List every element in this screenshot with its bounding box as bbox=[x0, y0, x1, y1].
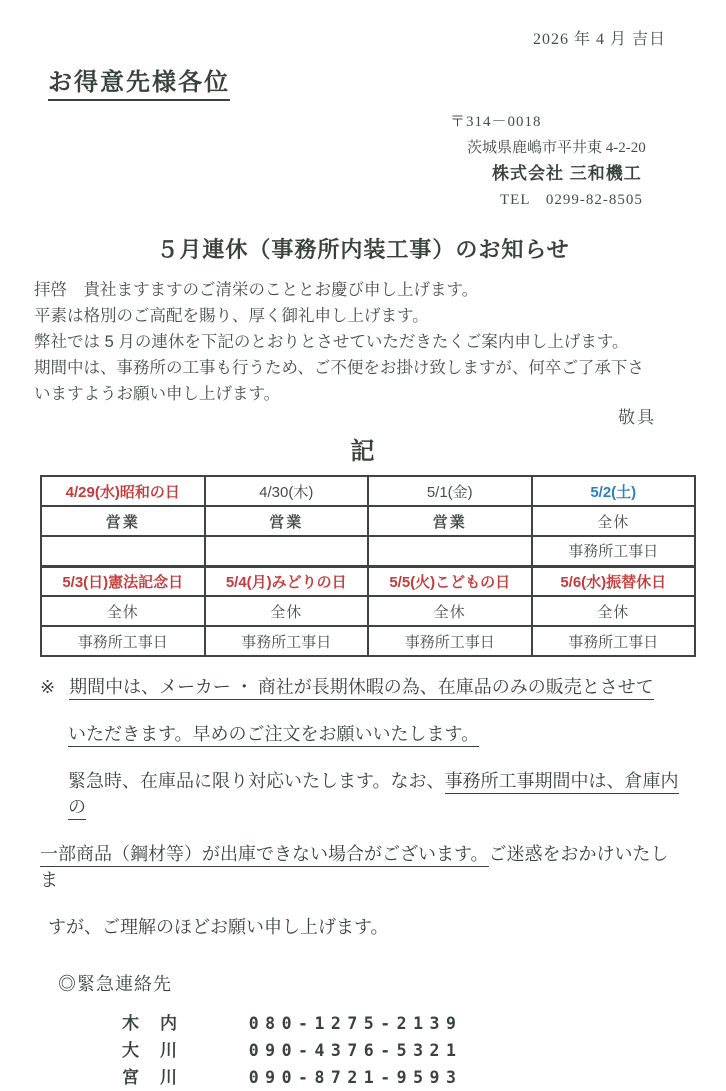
addressee-block bbox=[48, 62, 726, 101]
status-cell: 全休 bbox=[532, 506, 696, 536]
date-cell-0430: 4/30(木) bbox=[205, 476, 369, 506]
status-cell: 全休 bbox=[532, 596, 696, 626]
note-cell-construction: 事務所工事日 bbox=[532, 626, 696, 656]
record-mark-ki: 記 bbox=[350, 438, 376, 465]
contact-phone: 090-4376-5321 bbox=[248, 1041, 463, 1060]
body-line-2: 平素は格別のご高配を賜り、厚く御礼申し上げます。 bbox=[34, 307, 429, 325]
note-line-1 bbox=[40, 674, 686, 700]
addressee-title: お得意先様各位 bbox=[48, 62, 230, 101]
body-line-4: 期間中は、事務所の工事も行うため、ご不便をお掛け致しますが、何卒ご了承下さ bbox=[34, 359, 644, 377]
date-cell-0429: 4/29(水)昭和の日 bbox=[41, 476, 205, 506]
contact-row bbox=[122, 1037, 726, 1064]
holiday-schedule-table bbox=[40, 475, 696, 657]
contact-name: 木 内 bbox=[122, 1014, 179, 1033]
note-line-5 bbox=[40, 914, 686, 940]
sender-phone: TEL 0299-82-8505 bbox=[500, 192, 643, 208]
note-cell-construction: 事務所工事日 bbox=[41, 626, 205, 656]
emergency-contacts-list bbox=[122, 1010, 726, 1091]
document-title: ５月連休（事務所内装工事）のお知らせ bbox=[156, 237, 570, 262]
note-cell-empty bbox=[41, 536, 205, 566]
table-row-note-week1 bbox=[41, 536, 695, 566]
body-line-1: 拝啓 貴社ますますのご清栄のこととお慶び申し上げます。 bbox=[34, 281, 479, 299]
status-cell: 全休 bbox=[41, 596, 205, 626]
emergency-contacts-heading: ◎緊急連絡先 bbox=[58, 974, 172, 994]
note-cell-construction: 事務所工事日 bbox=[532, 536, 696, 566]
date-cell-0506: 5/6(水)振替休日 bbox=[532, 566, 696, 596]
note-line-2 bbox=[40, 721, 686, 747]
status-cell: 営業 bbox=[41, 506, 205, 536]
document-date: 2026 年 4 月 吉日 bbox=[532, 31, 666, 48]
note-cell-empty bbox=[368, 536, 532, 566]
note-line-5-text: すが、ご理解のほどお願い申し上げます。 bbox=[48, 917, 389, 937]
table-row-note-week2 bbox=[41, 626, 695, 656]
note-line-1-underlined: 期間中は、メーカー ・ 商社が長期休暇の為、在庫品のみの販売とさせて bbox=[69, 677, 654, 700]
body-line-3: 弊社では 5 月の連休を下記のとおりとさせていただきたくご案内申し上げます。 bbox=[34, 333, 629, 351]
body-line-5: いますようお願い申し上げます。 bbox=[34, 385, 281, 403]
note-cell-construction: 事務所工事日 bbox=[368, 626, 532, 656]
date-cell-0501: 5/1(金) bbox=[368, 476, 532, 506]
status-cell: 全休 bbox=[368, 596, 532, 626]
table-row-dates-week2 bbox=[41, 566, 695, 596]
date-cell-0503: 5/3(日)憲法記念日 bbox=[41, 566, 205, 596]
contact-name: 宮 川 bbox=[122, 1068, 179, 1087]
date-cell-0504: 5/4(月)みどりの日 bbox=[205, 566, 369, 596]
sender-postal-code: 〒314－0018 bbox=[450, 114, 542, 130]
sender-company-name: 株式会社 三和機工 bbox=[492, 164, 642, 183]
status-cell: 営業 bbox=[368, 506, 532, 536]
note-asterisk-mark: ※ bbox=[40, 677, 56, 697]
status-cell: 全休 bbox=[205, 596, 369, 626]
note-line-3 bbox=[40, 768, 686, 820]
closing-keigu: 敬具 bbox=[618, 408, 656, 427]
note-line-2-underlined: いただきます。早めのご注文をお願いいたします。 bbox=[68, 724, 479, 747]
contact-phone: 090-8721-9593 bbox=[248, 1068, 463, 1087]
date-cell-0502: 5/2(土) bbox=[532, 476, 696, 506]
contact-row bbox=[122, 1064, 726, 1091]
contact-phone: 080-1275-2139 bbox=[248, 1014, 463, 1033]
note-line-4-plain: ご迷惑をおかけいたしま bbox=[40, 844, 669, 890]
table-row-status-week1 bbox=[41, 506, 695, 536]
table-row-status-week2 bbox=[41, 596, 695, 626]
sender-address: 茨城県鹿嶋市平井東 4-2-20 bbox=[467, 140, 646, 156]
note-line-4 bbox=[40, 841, 686, 893]
table-row-dates-week1 bbox=[41, 476, 695, 506]
notes-section bbox=[40, 674, 686, 940]
date-cell-0505: 5/5(火)こどもの日 bbox=[368, 566, 532, 596]
note-line-3-plain: 緊急時、在庫品に限り対応いたします。なお、 bbox=[68, 771, 445, 791]
status-cell: 営業 bbox=[205, 506, 369, 536]
note-line-3-underlined: 事務所工事期間中は、倉庫内の bbox=[68, 771, 679, 820]
note-line-4-underlined: 一部商品（鋼材等）が出庫できない場合がございます。 bbox=[40, 844, 489, 867]
note-cell-construction: 事務所工事日 bbox=[205, 626, 369, 656]
sender-block bbox=[450, 109, 726, 213]
body-paragraphs bbox=[34, 277, 692, 407]
contact-name: 大 川 bbox=[122, 1041, 179, 1060]
note-cell-empty bbox=[205, 536, 369, 566]
